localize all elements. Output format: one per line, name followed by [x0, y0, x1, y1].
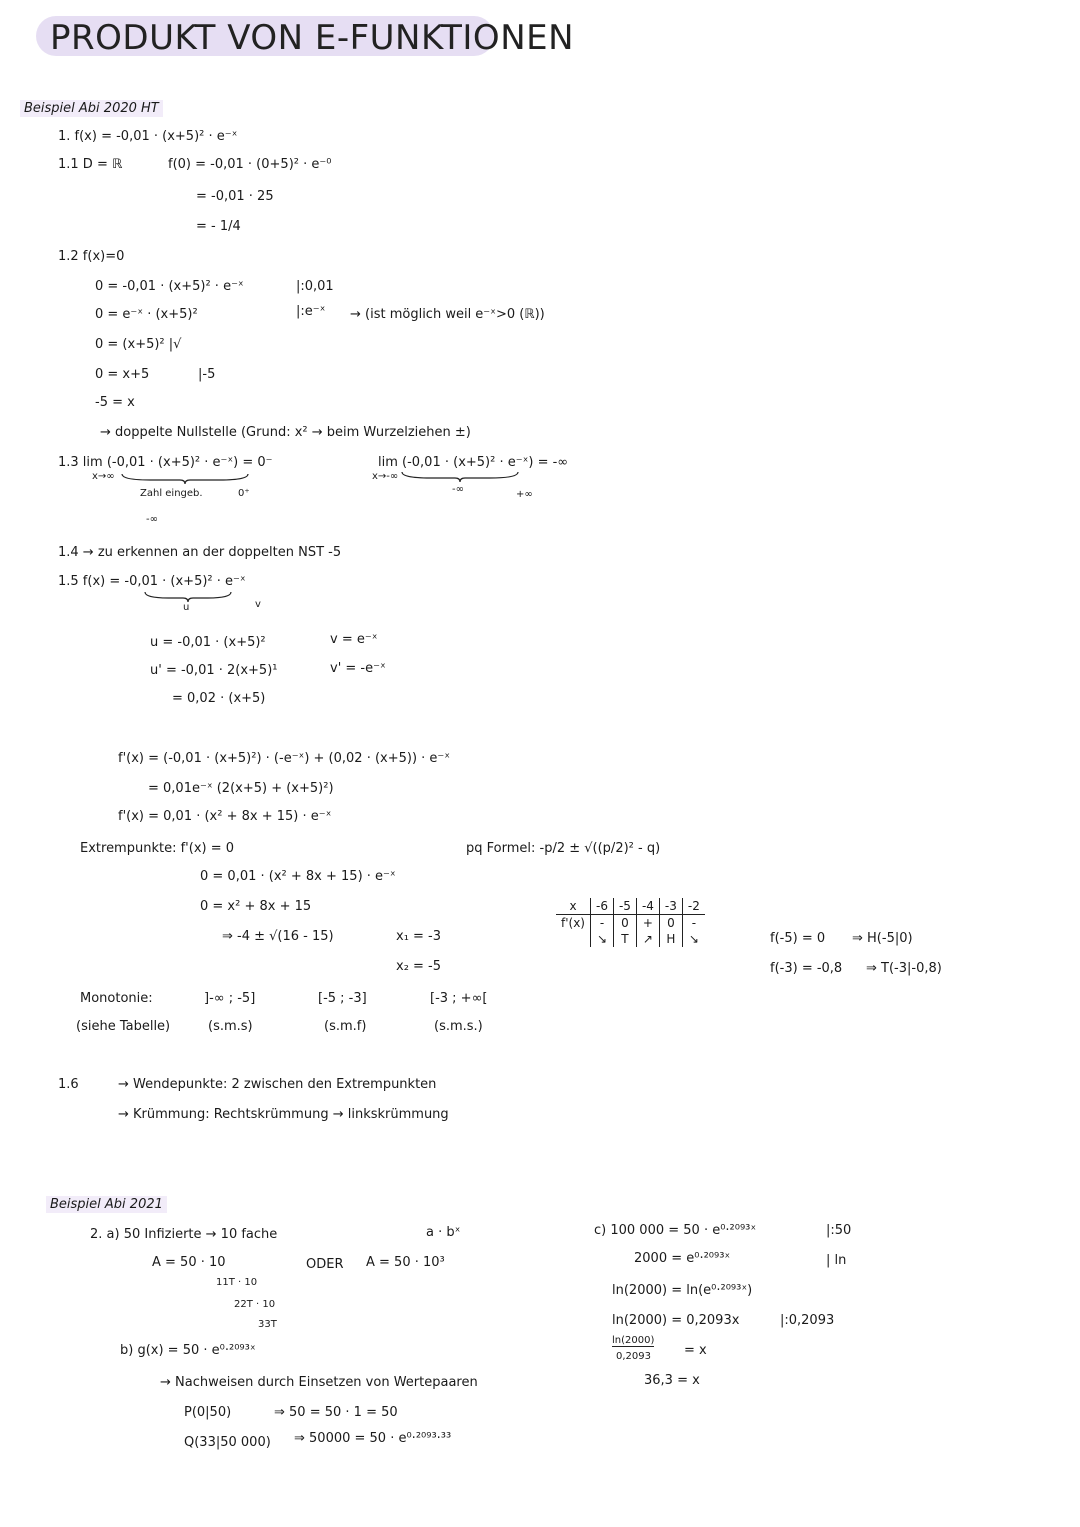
- task-2b-point-q: Q(33|50 000): [184, 1435, 271, 1450]
- task-2a-step-3: 33T: [258, 1319, 277, 1330]
- task-2b-line-2: → Nachweisen durch Einsetzen von Wertepaaren: [160, 1375, 478, 1390]
- sign-arrow-cell: ↘: [682, 931, 704, 947]
- v-prime: v' = -e⁻ˣ: [330, 661, 386, 676]
- task-1-3-plus-inf: +∞: [516, 489, 533, 500]
- task-1-function: 1. f(x) = -0,01 · (x+5)² · e⁻ˣ: [58, 129, 238, 144]
- task-1-2-line-2: 0 = e⁻ˣ · (x+5)²: [95, 307, 198, 322]
- section-heading-2020: Beispiel Abi 2020 HT: [20, 100, 163, 117]
- task-1-1-result: = - 1/4: [196, 219, 241, 234]
- sign-f-cell: +: [636, 915, 659, 932]
- sign-arrow-cell: ↗: [636, 931, 659, 947]
- task-1-3-note: Zahl eingeb.: [140, 488, 203, 499]
- sign-x-cell: -4: [636, 898, 659, 915]
- task-1-6-number: 1.6: [58, 1077, 79, 1092]
- sign-x-cell: -6: [591, 898, 614, 915]
- result-h-point: ⇒ H(-5|0): [852, 931, 913, 946]
- sign-f-cell: 0: [613, 915, 636, 932]
- task-1-2-note-2: |:e⁻ˣ: [296, 304, 326, 319]
- task-1-2-line-3: 0 = (x+5)² |√: [95, 337, 182, 352]
- task-2b-point-p: P(0|50): [184, 1405, 232, 1420]
- sign-arrow-cell: H: [659, 931, 682, 947]
- task-1-3-limit-2: lim (-0,01 · (x+5)² · e⁻ˣ) = -∞: [378, 455, 569, 470]
- task-1-2-conclusion: → doppelte Nullstelle (Grund: x² → beim Wurzelziehen ±): [100, 425, 471, 440]
- sign-x-label: x: [556, 898, 591, 915]
- task-2c-note-4: |:0,2093: [780, 1313, 835, 1328]
- task-2b-line-1: b) g(x) = 50 · e⁰·²⁰⁹³ˣ: [120, 1343, 256, 1358]
- sign-f-label: f'(x): [561, 916, 585, 930]
- sign-table: [556, 898, 705, 947]
- page-title: PRODUKT VON E-FUNKTIONEN: [50, 18, 575, 58]
- task-1-3-minus-inf-2: -∞: [452, 484, 464, 495]
- extrema-line-2: 0 = x² + 8x + 15: [200, 899, 312, 914]
- task-2c-note-1: |:50: [826, 1223, 852, 1238]
- task-2c-frac-den: 0,2093: [616, 1351, 651, 1362]
- sign-arrow-cell: ↘: [591, 931, 614, 947]
- monotony-type-3: (s.m.s.): [434, 1019, 483, 1034]
- task-1-2-line-4: 0 = x+5: [95, 367, 150, 382]
- monotony-type-2: (s.m.f): [324, 1019, 367, 1034]
- sign-x-cell: -2: [682, 898, 704, 915]
- sign-f-cell: -: [591, 915, 614, 932]
- task-2a-formula: a · bˣ: [426, 1225, 461, 1240]
- sign-x-cell: -3: [659, 898, 682, 915]
- result-t-eq: f(-3) = -0,8: [770, 961, 843, 976]
- sign-arrow-label: [556, 931, 591, 947]
- label-v: v: [255, 599, 261, 610]
- task-2a-step-1: 11T · 10: [216, 1277, 258, 1288]
- result-h-eq: f(-5) = 0: [770, 931, 826, 946]
- sign-arrow-cell: T: [613, 931, 636, 947]
- task-2c-frac-num: ln(2000): [612, 1335, 655, 1346]
- monotony-sub: (siehe Tabelle): [76, 1019, 171, 1034]
- task-1-1-f0: f(0) = -0,01 · (0+5)² · e⁻⁰: [168, 157, 332, 172]
- task-1-3-minus-inf: -∞: [146, 514, 158, 525]
- task-1-2-note-4: |-5: [198, 367, 216, 382]
- root-x1: x₁ = -3: [396, 929, 442, 944]
- task-1-6-line-2: → Krümmung: Rechtskrümmung → linkskrümmung: [118, 1107, 449, 1122]
- u-prime-simplified: = 0,02 · (x+5): [172, 691, 266, 706]
- task-1-5-function: 1.5 f(x) = -0,01 · (x+5)² · e⁻ˣ: [58, 574, 246, 589]
- monotony-interval-3: [-3 ; +∞[: [430, 991, 488, 1006]
- task-1-1-step: = -0,01 · 25: [196, 189, 274, 204]
- task-1-2-heading: 1.2 f(x)=0: [58, 249, 125, 264]
- root-x2: x₂ = -5: [396, 959, 442, 974]
- task-2c-result: 36,3 = x: [644, 1373, 700, 1388]
- result-t-point: ⇒ T(-3|-0,8): [866, 961, 942, 976]
- task-1-2-note-1: |:0,01: [296, 279, 334, 294]
- monotony-interval-2: [-5 ; -3]: [318, 991, 367, 1006]
- task-2b-check-p: ⇒ 50 = 50 · 1 = 50: [274, 1405, 398, 1420]
- derivative-line-1: f'(x) = (-0,01 · (x+5)²) · (-e⁻ˣ) + (0,02 · (x+5)) · e⁻ˣ: [118, 751, 451, 766]
- extrema-heading: Extrempunkte: f'(x) = 0: [80, 841, 235, 856]
- u-def: u = -0,01 · (x+5)²: [150, 635, 266, 650]
- task-2c-frac-eq: = x: [684, 1343, 707, 1358]
- extrema-line-1: 0 = 0,01 · (x² + 8x + 15) · e⁻ˣ: [200, 869, 396, 884]
- section-heading-2021: Beispiel Abi 2021: [46, 1196, 167, 1213]
- task-1-3-limit-1: 1.3 lim (-0,01 · (x+5)² · e⁻ˣ) = 0⁻: [58, 455, 273, 470]
- v-def: v = e⁻ˣ: [330, 632, 378, 647]
- sign-f-cell: -: [682, 915, 704, 932]
- underbrace-u: [143, 590, 233, 602]
- monotony-interval-1: ]-∞ ; -5]: [204, 991, 256, 1006]
- task-1-2-line-5: -5 = x: [95, 395, 135, 410]
- task-1-3-limit-2-sub: x→-∞: [372, 471, 399, 482]
- task-1-3-zero-plus: 0⁺: [238, 488, 250, 499]
- underbrace-1-3: [120, 472, 250, 484]
- task-1-3-limit-1-sub: x→∞: [92, 471, 115, 482]
- task-1-2-line-1: 0 = -0,01 · (x+5)² · e⁻ˣ: [95, 279, 244, 294]
- task-2a-line-1: 2. a) 50 Infizierte → 10 fache: [90, 1227, 278, 1242]
- task-1-1-domain: 1.1 D = ℝ: [58, 157, 123, 172]
- task-2a-alt: A = 50 · 10³: [366, 1255, 445, 1270]
- extrema-line-3: ⇒ -4 ± √(16 - 15): [222, 929, 334, 944]
- sign-f-cell: 0: [659, 915, 682, 932]
- monotony-type-1: (s.m.s): [208, 1019, 253, 1034]
- u-prime: u' = -0,01 · 2(x+5)¹: [150, 663, 278, 678]
- label-u: u: [183, 602, 190, 613]
- task-2c-line-3: ln(2000) = ln(e⁰·²⁰⁹³ˣ): [612, 1283, 753, 1298]
- task-2c-line-4: ln(2000) = 0,2093x: [612, 1313, 740, 1328]
- task-1-2-comment: → (ist möglich weil e⁻ˣ>0 (ℝ)): [350, 307, 545, 322]
- task-2c-note-2: | ln: [826, 1253, 847, 1268]
- underbrace-1-3b: [400, 470, 520, 482]
- pq-formula: pq Formel: -p/2 ± √((p/2)² - q): [466, 841, 661, 856]
- derivative-line-3: f'(x) = 0,01 · (x² + 8x + 15) · e⁻ˣ: [118, 809, 332, 824]
- task-2c-line-2: 2000 = e⁰·²⁰⁹³ˣ: [634, 1251, 731, 1266]
- task-2c-line-1: c) 100 000 = 50 · e⁰·²⁰⁹³ˣ: [594, 1223, 757, 1238]
- task-1-6-line-1: → Wendepunkte: 2 zwischen den Extrempunkten: [118, 1077, 437, 1092]
- task-2a-oder: ODER: [306, 1257, 344, 1272]
- task-2a-line-2: A = 50 · 10: [152, 1255, 226, 1270]
- task-2b-check-q: ⇒ 50000 = 50 · e⁰·²⁰⁹³·³³: [294, 1431, 452, 1446]
- task-1-4: 1.4 → zu erkennen an der doppelten NST -5: [58, 545, 342, 560]
- sign-x-cell: -5: [613, 898, 636, 915]
- monotony-label: Monotonie:: [80, 991, 153, 1006]
- task-2a-step-2: 22T · 10: [234, 1299, 276, 1310]
- derivative-line-2: = 0,01e⁻ˣ (2(x+5) + (x+5)²): [148, 781, 334, 796]
